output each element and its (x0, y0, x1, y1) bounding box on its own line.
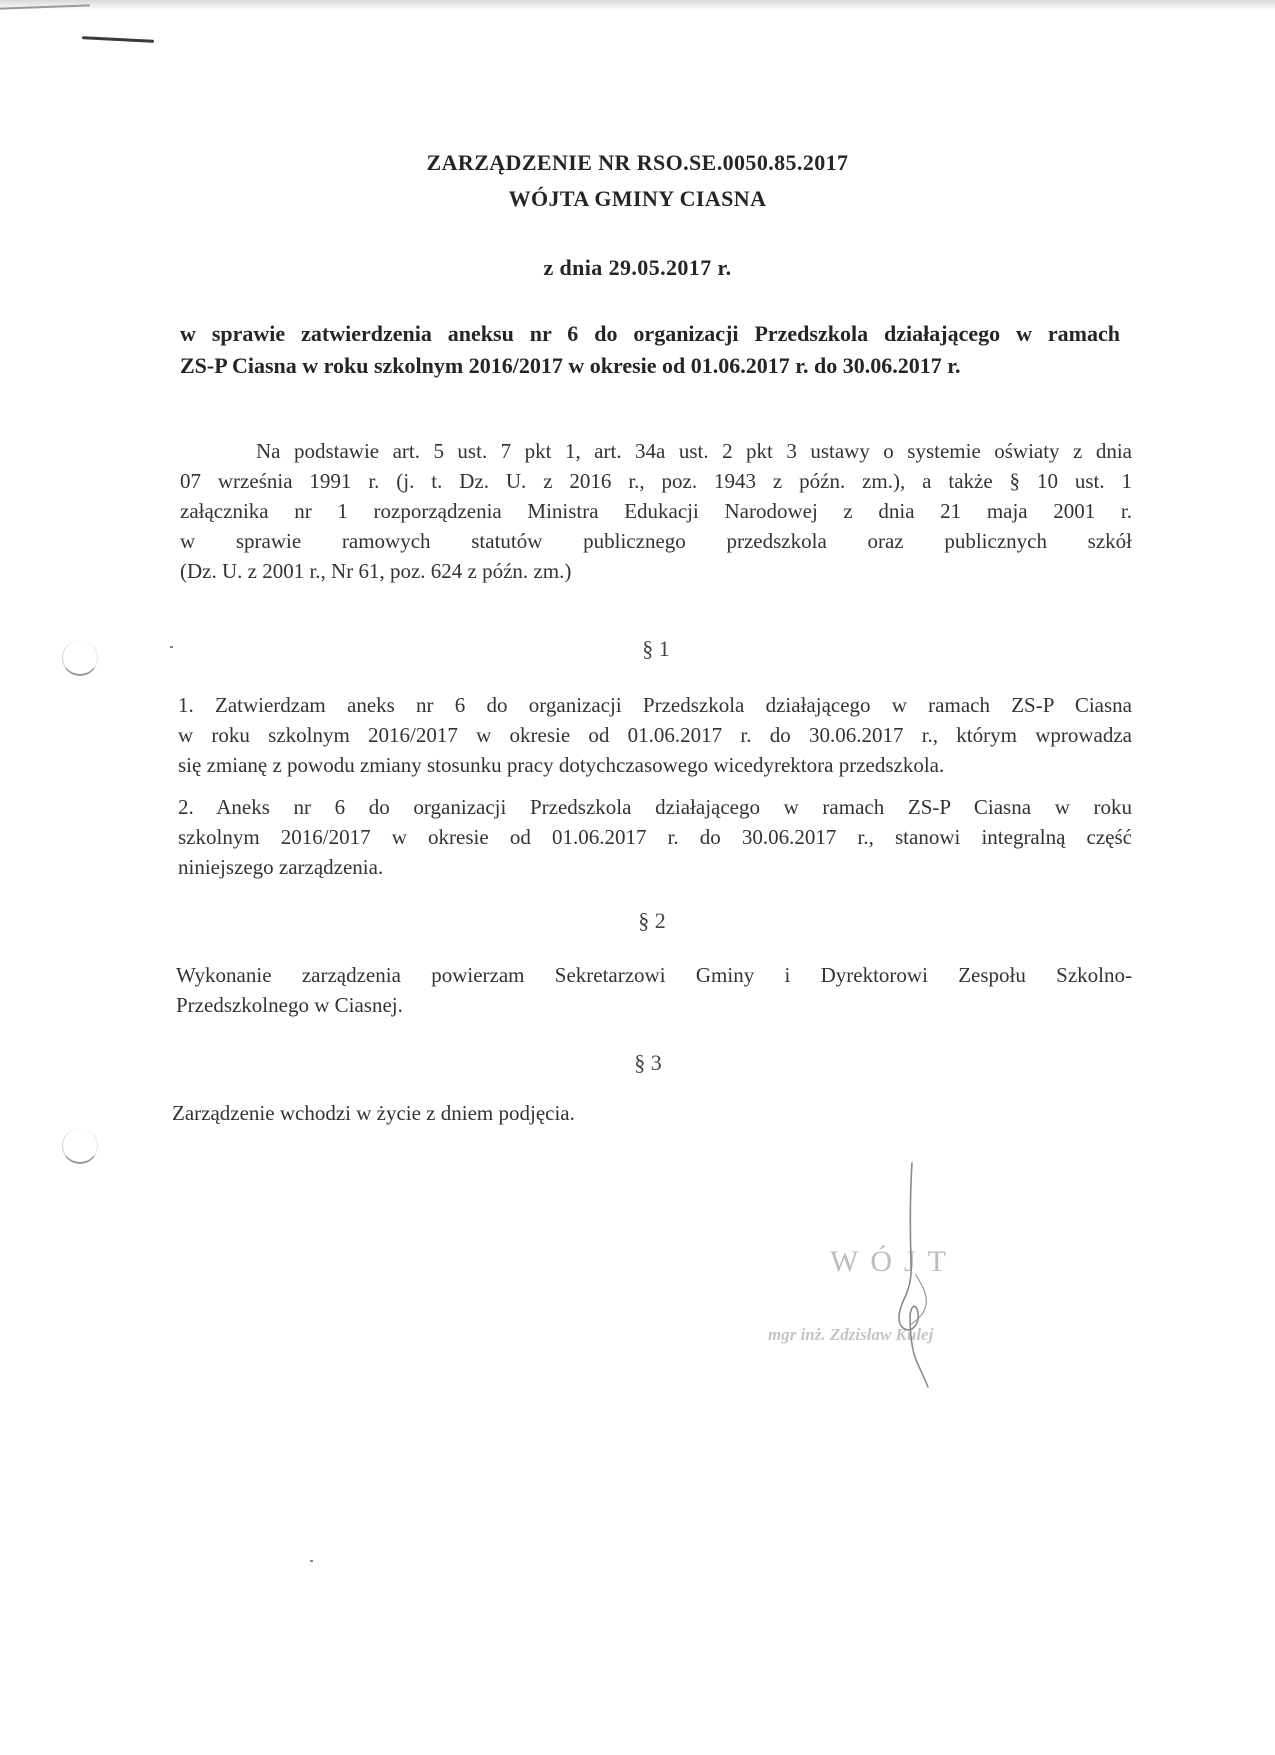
document-subject (180, 318, 1120, 382)
punch-hole-top (62, 640, 98, 676)
section-2-line: Przedszkolnego w Ciasnej. (176, 993, 403, 1017)
official-stamp-name: mgr inż. Zdzisław Kulej (768, 1325, 934, 1344)
section-3-paragraph (172, 1098, 1072, 1128)
section-2-mark: § 2 (638, 908, 666, 933)
section-1-mark: § 1 (642, 636, 670, 661)
document-heading-number: ZARZĄDZENIE NR RSO.SE.0050.85.2017 (426, 150, 849, 175)
section-1-point-2-line: niniejszego zarządzenia. (178, 855, 384, 879)
signature-block (760, 1245, 1060, 1405)
section-1-point-2-line: szkolnym 2016/2017 w okresie od 01.06.2017 r. do 30.06.2017 r., stanowi integralną część (178, 825, 1132, 849)
legal-basis-line: (Dz. U. z 2001 r., Nr 61, poz. 624 z późn. zm.) (180, 559, 572, 583)
scan-speck (170, 646, 173, 648)
section-3-line: Zarządzenie wchodzi w życie z dniem podjęcia. (172, 1101, 575, 1125)
document-date: z dnia 29.05.2017 r. (543, 255, 732, 280)
legal-basis-line: w sprawie ramowych statutów publicznego przedszkola oraz publicznych szkół (180, 529, 1132, 553)
legal-basis-paragraph (180, 436, 1132, 586)
official-stamp-title: WÓJT (830, 1245, 958, 1278)
section-1-point-1-line: się zmianę z powodu zmiany stosunku pracy dotychczasowego wicedyrektora przedszkola. (178, 753, 945, 777)
scan-top-edge (0, 0, 1275, 10)
subject-line: w sprawie zatwierdzenia aneksu nr 6 do organizacji Przedszkola działającego w ramach (180, 321, 1120, 346)
section-1-point-2-line: 2. Aneks nr 6 do organizacji Przedszkola działającego w ramach ZS-P Ciasna w roku (178, 795, 1132, 819)
legal-basis-line: załącznika nr 1 rozporządzenia Ministra Edukacji Narodowej z dnia 21 maja 2001 r. (180, 499, 1132, 523)
section-2-paragraph (176, 960, 1132, 1020)
section-1-point-1-line: w roku szkolnym 2016/2017 w okresie od 01.06.2017 r. do 30.06.2017 r., którym wprowadza (178, 723, 1132, 747)
legal-basis-line: 07 września 1991 r. (j. t. Dz. U. z 2016 r., poz. 1943 z późn. zm.), a także § 10 ust. 1 (180, 469, 1132, 493)
scan-artifact-mark (82, 36, 154, 43)
section-1-point-1 (178, 690, 1132, 780)
section-2-line: Wykonanie zarządzenia powierzam Sekretarzowi Gminy i Dyrektorowi Zespołu Szkolno- (176, 963, 1132, 987)
legal-basis-line: Na podstawie art. 5 ust. 7 pkt 1, art. 34a ust. 2 pkt 3 ustawy o systemie oświaty z dnia (256, 439, 1132, 463)
subject-line: ZS-P Ciasna w roku szkolnym 2016/2017 w okresie od 01.06.2017 r. do 30.06.2017 r. (180, 353, 961, 378)
scan-speck (310, 1560, 313, 1562)
punch-hole-bottom (62, 1128, 98, 1164)
section-3-mark: § 3 (634, 1050, 662, 1075)
document-heading-issuer: WÓJTA GMINY CIASNA (508, 186, 767, 211)
handwritten-signature (760, 1155, 1060, 1415)
section-1-point-1-line: 1. Zatwierdzam aneks nr 6 do organizacji Przedszkola działającego w ramach ZS-P Ciasna (178, 693, 1132, 717)
section-1-point-2 (178, 792, 1132, 882)
